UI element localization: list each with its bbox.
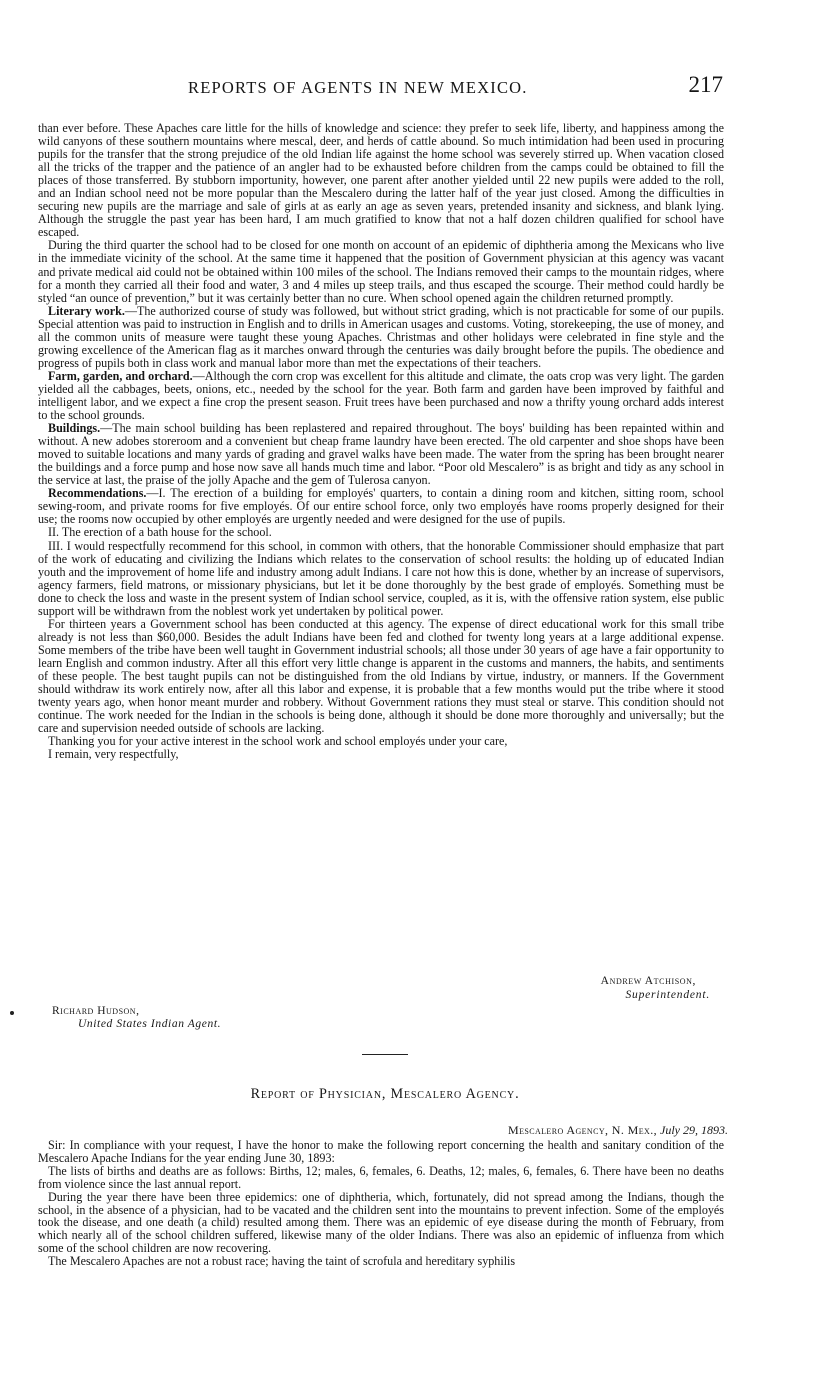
- paragraph-literary-work: [38, 305, 724, 370]
- paragraph-thirteen-years: For thirteen years a Government school has been conducted at this agency. The expense of direct educational work for this small tribe already is not less than $60,000. Besides the adult Indians have been fed and clothed for twenty long years at a large additional expense. Some members of the tribe have been well taught in Government industrial schools; all those under 30 years of age have a fair opportunity to learn English and common industry. After all this effort very little change is apparent in the customs and manners, the habits, and sentiments of these people. The best taught pupils can not be distinguished from the old Indians by virtue, industry, or manners. If the Government should withdraw its work entirely now, after all this labor and expense, it is probable that a few months would put the tribe where it stood twenty years ago, when honor meant murder and robbery. Without Government rations they must steal or starve. This condition should not continue. The work needed for the Indian in the schools is being done, although it should be done more thoroughly and universally; but the care and supervision needed outside of schools are lacking.: [38, 616, 724, 736]
- paragraph-health: The Mescalero Apaches are not a robust race; having the taint of scrofula and hereditary syphilis: [48, 1254, 516, 1269]
- paragraph-intro: than ever before. These Apaches care little for the hills of knowledge and science: they prefer to seek life, liberty, and happiness among the wild canyons of these southern mountains where mescal, deer, and herds of cattle abound. So much intimidation had been used in procuring pupils for the transfer that the strong prejudice of the old Indian life against the home school was severely stirred up. When vacation closed all the tricks of the trapper and the patience of an angler had to be exhausted before children from the camps could be obtained to fill the places of those transferred. By stubborn importunity, however, one parent after another yielded until 22 new pupils were added to the roll, and an Indian school need not be more popular than the Mescalero during the latter half of the year just closed. Among the difficulties in securing new pupils are the marriage and sale of girls at as early an age as seven years, pretended insanity and sickness, and blank lying. Although the struggle the past year has been hard, I am much gratified to know that not a half dozen children qualified for school have escaped.: [38, 121, 724, 240]
- report-body: [38, 122, 724, 761]
- paragraph-text: —Although the corn crop was excellent for this altitude and climate, the oats crop was very light. The garden yielded all the cabbages, beets, onions, etc., needed by the school for the year. Both farm and garden have been improved by faithful and intelligent labor, and we expect a fine crop the present season. Fruit trees have been purchased and now a thrifty young orchard adds interest to the school grounds.: [38, 368, 724, 423]
- paragraph-recommendations: [38, 487, 724, 526]
- paragraph-farm-garden: [38, 370, 724, 422]
- section-lead-literary-work: Literary work.: [48, 303, 125, 318]
- dateline: [508, 1123, 728, 1138]
- section-lead-farm: Farm, garden, and orchard.: [48, 368, 193, 383]
- paragraph-thanks: Thanking you for your active interest in the school work and school employés under your care,: [48, 734, 508, 749]
- paragraph-recommendation-2: II. The erection of a bath house for the school.: [48, 525, 272, 540]
- paragraph-births-deaths: The lists of births and deaths are as follows: Births, 12; males, 6, females, 6. Deaths, 12; males, 6, females, 6. There have been no deaths from violence since the last annual report.: [38, 1163, 724, 1191]
- section-divider: [362, 1054, 408, 1055]
- margin-dot: [10, 1011, 14, 1015]
- paragraph-buildings: [38, 422, 724, 487]
- report-title: Report of Physician, Mescalero Agency.: [250, 1086, 520, 1102]
- page-number: 217: [688, 72, 723, 97]
- section-lead-recommendations: Recommendations.: [48, 486, 147, 501]
- running-title: REPORTS OF AGENTS IN NEW MEXICO.: [188, 78, 528, 97]
- paragraph-text: —I. The erection of a building for employés' quarters, to contain a dining room and kitchen, sitting room, school sewing-room, and private rooms for five employés. Of our entire school force, only two employés have rooms properly designed for their use; the rooms now occupied by other employés are urgently needed and were designed for the use of pupils.: [38, 486, 724, 527]
- paragraph-epidemic: During the third quarter the school had to be closed for one month on account of an epidemic of diphtheria among the Mexicans who live in the immediate vicinity of the school. At the same time it happened that the position of Government physician at this agency was vacant and private medical aid could not be obtained within 100 miles of the school. The Indians removed their camps to the mountain ridges, where for a month they carried all their food and water, 3 and 4 miles up steep trails, and thus escaped the scourge. Their method could hardly be styled “an ounce of prevention,” but it was certainly better than no cure. When school opened again the children returned promptly.: [38, 238, 724, 305]
- closing-line: I remain, very respectfully,: [48, 747, 179, 762]
- paragraph-recommendation-3: III. I would respectfully recommend for this school, in common with others, that the honorable Commissioner should emphasize that part of the work of educating and civilizing the Indians which relates to the conservation of school results: the holding up of educated Indian youth and the improvement of home life and industry among adult Indians. I care not how this is done, whether by an increase of supervisors, agency farmers, field matrons, or missionary physicians, but let it be done thoroughly by the best grade of employés. Something must be done to check the loss and waste in the present system of Indian school service, coupled, as it is, with the offensive ration system, else public support will be withdrawn from the noblest work yet undertaken by political power.: [38, 538, 724, 618]
- dateline-place: Mescalero Agency, N. Mex.,: [508, 1123, 657, 1137]
- signature-title: Superintendent.: [625, 989, 710, 1001]
- physician-report-body: [38, 1139, 724, 1268]
- section-lead-buildings: Buildings.: [48, 421, 101, 436]
- page-header: [38, 74, 723, 100]
- dateline-date: July 29, 1893.: [660, 1123, 728, 1137]
- addressee-title: United States Indian Agent.: [78, 1018, 222, 1030]
- signature-block: [38, 975, 724, 1035]
- paragraph-epidemics: During the year there have been three epidemics: one of diphtheria, which, fortunately, did not spread among the Indians, though the school, in the absence of a physician, had to be vacated and the children sent into the mountains to prevent infection. Some of the employés took the disease, and one death (a child) resulted among them. There was an epidemic of eye disease during the month of February, from which nearly all of the school children suffered, likewise many of the older Indians. There was also an epidemic of influenza from which some of the school children are now recovering.: [38, 1189, 724, 1256]
- paragraph-text: —The main school building has been replastered and repaired throughout. The boys' building has been repainted within and without. A new adobes storeroom and a convenient but cheap frame laundry have been erected. The old carpenter and shoe shops have been moved to suitable locations and many yards of grading and gravel walks have been made. The water from the spring has been brought nearer the buildings and a force pump and hose now save all hands much time and labor. “Poor old Mescalero” is as bright and tidy as any school in the service at last, the praise of the jolly Apache and the gem of Tulerosa canyon.: [38, 421, 724, 488]
- addressee-name: Richard Hudson,: [52, 1005, 140, 1017]
- signature-name: Andrew Atchison,: [600, 975, 696, 987]
- paragraph-text: —The authorized course of study was followed, but without strict grading, which is not practicable for some of our pupils. Special attention was paid to instruction in English and to drills in American usages and customs. Voting, storekeeping, the use of money, and all the common units of measure were taught these young Apaches. Christmas and other holidays were celebrated in fine style and the growing excellence of the American flag as it marches onward through the centuries was daily brought before the pupils. The obedience and progress of pupils both in class work and manual labor more than met the expectations of their teachers.: [38, 303, 724, 370]
- paragraph-salutation: Sir: In compliance with your request, I have the honor to make the following report concerning the health and sanitary condition of the Mescalero Apache Indians for the year ending June 30, 1893:: [38, 1138, 724, 1165]
